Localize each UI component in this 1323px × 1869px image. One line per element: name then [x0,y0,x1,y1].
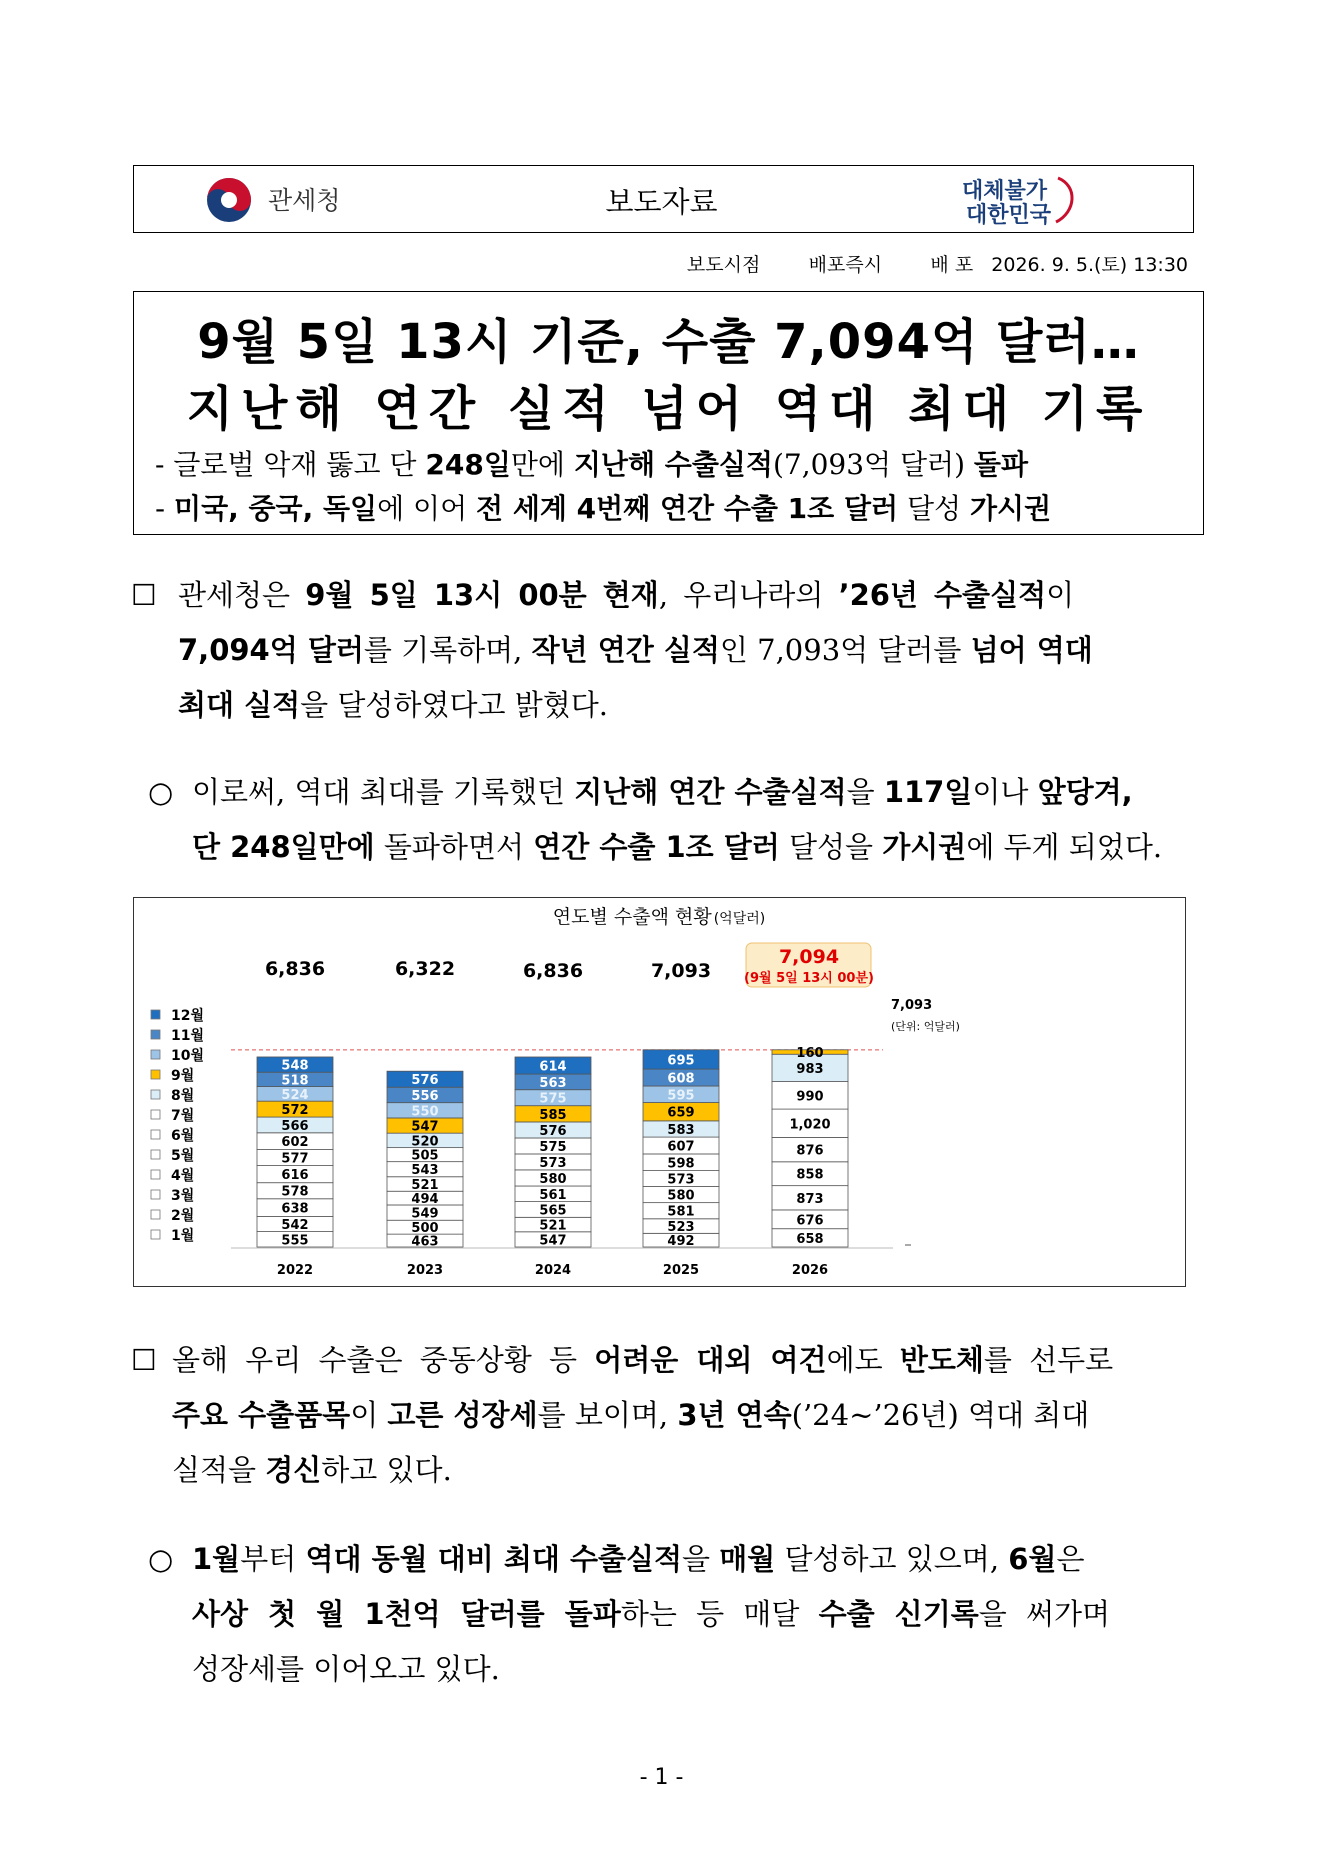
highlight-value: 7,094 [778,946,840,968]
legend-label-7월: 7월 [171,1108,195,1124]
data-label-2025-4월: 580 [667,1188,695,1204]
total-label-2024: 6,836 [522,960,584,982]
data-label-2022-12월: 548 [281,1058,309,1074]
unit-note: (단위: 억달러) [891,1020,960,1033]
subtitle-2: - 미국, 중국, 독일에 이어 전 세계 4번째 연간 수출 1조 달러 달성 가시권 [155,492,1052,525]
release-info [687,250,1188,277]
data-label-2022-5월: 616 [281,1168,309,1184]
legend-swatch-11월 [151,1030,160,1039]
total-label-2023: 6,322 [394,958,456,980]
data-label-2026-7월: 990 [796,1089,824,1105]
legend-swatch-10월 [151,1050,160,1059]
page-number: - 1 - [639,1765,684,1790]
data-label-2023-12월: 576 [411,1073,439,1089]
subtitle-1: - 글로벌 악재 뚫고 단 248일만에 지난해 수출실적(7,093억 달러) 돌파 [155,448,1029,481]
data-label-2022-9월: 572 [281,1103,309,1119]
data-label-2022-4월: 578 [281,1184,309,1200]
data-label-2025-9월: 659 [667,1105,695,1121]
legend-label-3월: 3월 [171,1188,195,1204]
data-label-2024-8월: 576 [539,1123,567,1139]
data-label-2023-4월: 494 [411,1192,439,1208]
data-label-2026-2월: 676 [796,1213,824,1229]
doc-type-label: 보도자료 [605,185,718,219]
data-label-2026-1월: 658 [796,1231,824,1247]
category-label-2026: 2026 [791,1263,829,1278]
data-label-2023-5월: 521 [411,1177,439,1193]
category-label-2025: 2025 [662,1263,700,1278]
export-chart [133,897,1186,1287]
paragraph-3-line-1: 올해 우리 수출은 중동상황 등 어려운 대외 여건에도 반도체를 선두로 [172,1343,1114,1377]
data-label-2025-11월: 608 [667,1071,695,1087]
release-dist-label: 배 포 [930,254,974,276]
data-label-2025-8월: 583 [667,1122,695,1138]
legend-label-9월: 9월 [171,1068,195,1084]
data-label-2022-6월: 577 [281,1151,309,1167]
category-label-2022: 2022 [276,1263,314,1278]
data-label-2024-11월: 563 [539,1075,567,1091]
legend-label-8월: 8월 [171,1088,195,1104]
data-label-2022-3월: 638 [281,1201,309,1217]
data-label-2023-10월: 550 [411,1104,439,1120]
data-label-2025-2월: 523 [667,1220,695,1236]
total-label-2022: 6,836 [264,958,326,980]
legend-swatch-9월 [151,1070,160,1079]
data-label-2022-8월: 566 [281,1118,309,1134]
release-dist-value: 2026. 9. 5.(토) 13:30 [991,254,1188,276]
paragraph-1-line-1: 관세청은 9월 5일 13시 00분 현재, 우리나라의 ’26년 수출실적이 [178,578,1075,612]
headline-line-1: 9월 5일 13시 기준, 수출 7,094억 달러… [197,314,1140,370]
data-label-2026-9월: 160 [796,1046,824,1062]
agency-name: 관세청 [268,186,341,215]
legend-swatch-1월 [151,1230,160,1239]
slogan-logo [958,172,1078,230]
data-label-2024-1월: 547 [539,1233,567,1249]
paragraph-3-marker: ☐ [131,1343,157,1377]
paragraph-1-line-2: 7,094억 달러를 기록하며, 작년 연간 실적인 7,093억 달러를 넘어 역대 [178,633,1093,667]
paragraph-3-line-3: 실적을 경신하고 있다. [172,1453,452,1487]
data-label-2024-12월: 614 [539,1059,567,1075]
data-label-2024-6월: 573 [539,1155,567,1171]
data-label-2023-1월: 463 [411,1234,439,1250]
legend-label-2월: 2월 [171,1208,195,1224]
data-label-2023-11월: 556 [411,1088,439,1104]
legend-swatch-12월 [151,1010,160,1019]
data-label-2024-4월: 561 [539,1187,567,1203]
data-label-2023-2월: 500 [411,1221,439,1237]
data-label-2024-10월: 575 [539,1091,567,1107]
total-label-2025: 7,093 [650,960,712,982]
data-label-2023-3월: 549 [411,1206,439,1222]
paragraph-1-line-3: 최대 실적을 달성하였다고 밝혔다. [178,688,608,722]
data-label-2025-10월: 595 [667,1088,695,1104]
data-label-2026-4월: 858 [796,1167,824,1183]
data-label-2025-7월: 607 [667,1139,695,1155]
legend-label-10월: 10월 [171,1048,205,1064]
category-label-2023: 2023 [406,1263,444,1278]
data-label-2023-8월: 520 [411,1134,439,1150]
data-label-2025-3월: 581 [667,1204,695,1220]
data-label-2026-8월: 983 [796,1061,824,1077]
data-label-2024-9월: 585 [539,1107,567,1123]
data-label-2022-11월: 518 [281,1073,309,1089]
release-time-value: 배포즉시 [808,254,883,276]
legend-label-12월: 12월 [171,1008,205,1024]
paragraph-4-line-2: 사상 첫 월 1천억 달러를 돌파하는 등 매달 수출 신기록을 써가며 [192,1597,1111,1631]
legend-label-6월: 6월 [171,1128,195,1144]
data-label-2025-1월: 492 [667,1234,695,1250]
category-label-2024: 2024 [534,1263,572,1278]
paragraph-2-line-1: 이로써, 역대 최대를 기록했던 지난해 연간 수출실적을 117일이나 앞당겨, [192,775,1133,809]
data-label-2024-2월: 521 [539,1218,567,1234]
paragraph-2-line-2: 단 248일만에 돌파하면서 연간 수출 1조 달러 달성을 가시권에 두게 되었다. [192,830,1163,864]
legend-swatch-8월 [151,1090,160,1099]
chart-legend [151,1007,204,1244]
paragraph-3-line-2: 주요 수출품목이 고른 성장세를 보이며, 3년 연속(’24~’26년) 역대 최대 [172,1398,1090,1432]
paragraph-1-marker: ☐ [131,578,157,612]
headline-line-2: 지난해 연간 실적 넘어 역대 최대 기록 [186,381,1151,437]
chart-title: 연도별 수출액 현황 (억달러) [552,906,766,928]
data-label-2022-10월: 524 [281,1087,309,1103]
paragraph-4-marker: ○ [148,1542,174,1576]
legend-swatch-2월 [151,1210,160,1219]
paragraph-2-marker: ○ [148,775,174,809]
legend-label-1월: 1월 [171,1228,195,1244]
slogan-line-1: 대체불가 [962,179,1048,204]
reference-label: 7,093 [891,998,933,1013]
data-label-2023-6월: 543 [411,1163,439,1179]
data-label-2025-12월: 695 [667,1053,695,1069]
data-label-2025-5월: 573 [667,1172,695,1188]
data-label-2026-3월: 873 [796,1191,824,1207]
data-label-2023-7월: 505 [411,1148,439,1164]
data-label-2022-2월: 542 [281,1218,309,1234]
data-label-2026-6월: 1,020 [789,1117,831,1133]
legend-swatch-4월 [151,1170,160,1179]
legend-label-11월: 11월 [171,1028,205,1044]
highlight-note: (9월 5일 13시 00분) [744,971,874,986]
data-label-2024-3월: 565 [539,1203,567,1219]
chart-labels [265,943,960,1278]
slogan-line-2: 대한민국 [966,203,1052,228]
legend-label-5월: 5월 [171,1148,195,1164]
release-time-label: 보도시점 [686,254,761,276]
legend-swatch-7월 [151,1110,160,1119]
data-label-2026-5월: 876 [796,1143,824,1159]
data-label-2024-5월: 580 [539,1171,567,1187]
data-label-2025-6월: 598 [667,1156,695,1172]
data-label-2023-9월: 547 [411,1119,439,1135]
legend-swatch-3월 [151,1190,160,1199]
legend-label-4월: 4월 [171,1168,195,1184]
paragraph-4-line-1: 1월부터 역대 동월 대비 최대 수출실적을 매월 달성하고 있으며, 6월은 [192,1542,1085,1576]
legend-swatch-5월 [151,1150,160,1159]
data-label-2024-7월: 575 [539,1139,567,1155]
data-label-2022-1월: 555 [281,1233,309,1249]
paragraph-4-line-3: 성장세를 이어오고 있다. [192,1652,500,1686]
data-label-2022-7월: 602 [281,1135,309,1151]
legend-swatch-6월 [151,1130,160,1139]
